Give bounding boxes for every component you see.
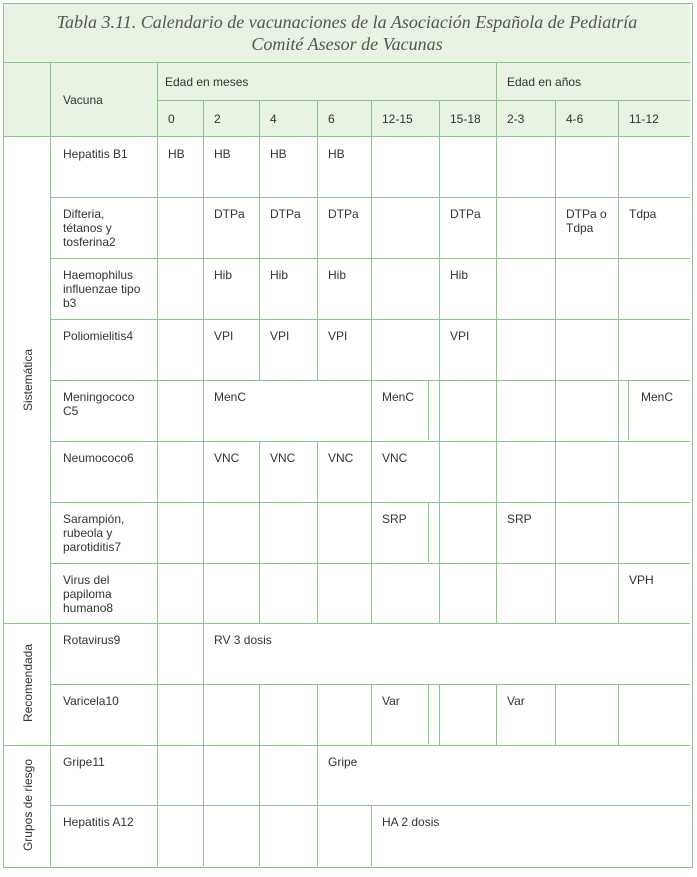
cell-divider — [555, 258, 556, 319]
months-group-header: Edad en meses — [165, 75, 249, 89]
cell-divider — [496, 197, 497, 258]
cell-divider — [555, 197, 556, 258]
cell-divider — [496, 563, 497, 623]
schedule-cell: MenC — [214, 390, 247, 404]
age-header-divider — [618, 100, 619, 136]
row-divider — [50, 319, 690, 320]
cell-divider — [203, 502, 204, 563]
row-divider — [50, 380, 690, 381]
cell-divider — [618, 258, 619, 319]
cell-divider — [496, 502, 497, 563]
cell-divider — [555, 137, 556, 197]
cell-divider — [439, 563, 440, 623]
schedule-cell: VPH — [629, 573, 654, 587]
schedule-cell: HA 2 dosis — [382, 815, 440, 829]
cell-divider — [555, 502, 556, 563]
schedule-cell: HB — [168, 147, 185, 161]
cell-divider — [203, 441, 204, 502]
row-divider — [50, 563, 690, 564]
cell-divider — [317, 441, 318, 502]
cell-divider — [317, 805, 318, 866]
vaccine-name: Hepatitis A12 — [63, 815, 134, 829]
cell-divider — [259, 502, 260, 563]
cell-divider — [496, 319, 497, 380]
cell-divider — [317, 319, 318, 380]
vaccine-column-header: Vacuna — [63, 93, 103, 107]
cell-divider — [439, 502, 440, 563]
schedule-cell: MenC — [641, 390, 674, 404]
cell-divider — [259, 258, 260, 319]
cell-divider — [203, 137, 204, 197]
schedule-cell: Hib — [270, 268, 289, 282]
schedule-cell: VNC — [382, 451, 408, 465]
vaccine-name: Varicela10 — [63, 694, 119, 708]
schedule-cell: Var — [507, 694, 525, 708]
vaccine-name: Gripe11 — [63, 755, 105, 769]
row-divider — [50, 502, 690, 503]
cell-divider — [555, 380, 556, 441]
age-header-divider — [203, 100, 204, 136]
cell-divider — [203, 684, 204, 745]
age-header-divider — [259, 100, 260, 136]
cell-divider — [496, 137, 497, 197]
cell-divider — [618, 684, 619, 745]
vaccine-name: Meningococo C5 — [63, 390, 135, 418]
schedule-cell: VNC — [270, 451, 296, 465]
cell-divider — [203, 380, 204, 441]
schedule-cell: Var — [382, 694, 400, 708]
cell-divider — [317, 258, 318, 319]
inner-rule — [428, 503, 429, 562]
cell-divider — [439, 197, 440, 258]
cell-divider — [555, 563, 556, 623]
row-divider — [50, 197, 690, 198]
group-label-sistematica: Sistemática — [21, 348, 35, 412]
cell-divider — [496, 380, 497, 441]
schedule-cell: DTPa o Tdpa — [566, 207, 607, 235]
cell-divider — [371, 197, 372, 258]
schedule-cell: HB — [214, 147, 231, 161]
cell-divider — [439, 684, 440, 745]
cell-divider — [555, 684, 556, 745]
row-divider — [4, 745, 690, 746]
vaccine-name: Rotavirus9 — [63, 633, 121, 647]
cell-divider — [496, 441, 497, 502]
cell-divider — [317, 745, 318, 805]
years-group-header: Edad en años — [507, 75, 582, 89]
cell-divider — [496, 684, 497, 745]
header-bottom-line — [4, 136, 690, 137]
age-header-divider — [496, 100, 497, 136]
vaccine-name: Neumococo6 — [63, 451, 134, 465]
age-header-4: 4 — [270, 112, 277, 126]
cell-divider — [371, 258, 372, 319]
cell-divider — [555, 441, 556, 502]
schedule-cell: DTPa — [214, 207, 245, 221]
cell-divider — [259, 137, 260, 197]
age-header-2-3: 2-3 — [507, 112, 525, 126]
schedule-cell: VPI — [214, 329, 234, 343]
inner-rule — [628, 381, 629, 440]
age-header-0: 0 — [168, 112, 175, 126]
vaccine-name: Poliomielitis4 — [63, 329, 134, 343]
cell-divider — [371, 380, 372, 441]
cell-divider — [555, 319, 556, 380]
cell-divider — [371, 684, 372, 745]
schedule-cell: VNC — [328, 451, 354, 465]
schedule-cell: HB — [328, 147, 345, 161]
schedule-cell: DTPa — [328, 207, 359, 221]
age-header-11-12: 11-12 — [629, 112, 659, 126]
group-label-recomendada: Recomendada — [21, 643, 35, 723]
schedule-cell: MenC — [382, 390, 415, 404]
cell-divider — [203, 197, 204, 258]
schedule-cell: VNC — [214, 451, 240, 465]
vaccine-name: Haemophilus influenzae tipo b3 — [63, 268, 141, 310]
cell-divider — [317, 502, 318, 563]
cell-divider — [496, 258, 497, 319]
cell-divider — [317, 197, 318, 258]
age-header-divider — [371, 100, 372, 136]
age-header-divider — [439, 100, 440, 136]
cell-divider — [259, 441, 260, 502]
cell-divider — [439, 380, 440, 441]
vaccine-name: Hepatitis B1 — [63, 147, 128, 161]
cell-divider — [618, 441, 619, 502]
schedule-cell: Hib — [328, 268, 347, 282]
cell-divider — [259, 805, 260, 866]
cell-divider — [259, 563, 260, 623]
cell-divider — [259, 684, 260, 745]
cell-divider — [618, 563, 619, 623]
inner-rule — [428, 685, 429, 744]
schedule-cell: Hib — [450, 268, 469, 282]
cell-divider — [259, 197, 260, 258]
cell-divider — [203, 319, 204, 380]
age-header-2: 2 — [214, 112, 221, 126]
cell-divider — [317, 684, 318, 745]
schedule-cell: SRP — [382, 512, 407, 526]
cell-divider — [259, 319, 260, 380]
cell-divider — [439, 441, 440, 502]
cell-divider — [371, 502, 372, 563]
vaccine-name: Sarampión, rubeola y parotiditis7 — [63, 512, 125, 554]
inner-rule — [428, 381, 429, 440]
schedule-cell: DTPa — [270, 207, 301, 221]
group-label-grupos-riesgo: Grupos de riesgo — [21, 758, 35, 852]
cell-divider — [439, 319, 440, 380]
age-header-12-15: 12-15 — [382, 112, 413, 126]
schedule-cell: VPI — [328, 329, 348, 343]
cell-divider — [203, 745, 204, 805]
row-divider — [50, 805, 690, 806]
cell-divider — [371, 805, 372, 866]
age-header-divider — [317, 100, 318, 136]
caption-line-2: Comité Asesor de Vacunas — [251, 34, 443, 54]
age-header-divider — [555, 100, 556, 136]
schedule-cell: RV 3 dosis — [214, 633, 272, 647]
cell-divider — [371, 441, 372, 502]
vaccine-name: Difteria, tétanos y tosferina2 — [63, 207, 116, 249]
cell-divider — [203, 563, 204, 623]
caption-line-1: Tabla 3.11. Calendario de vacunaciones de la Asociación Española de Pediatría — [56, 12, 638, 32]
cell-divider — [203, 623, 204, 684]
row-divider — [50, 258, 690, 259]
cell-divider — [618, 137, 619, 197]
cell-divider — [371, 137, 372, 197]
cell-divider — [203, 258, 204, 319]
row-divider — [4, 623, 690, 624]
schedule-cell: SRP — [507, 512, 532, 526]
table-caption — [4, 4, 690, 63]
cell-divider — [618, 380, 619, 441]
row-divider — [50, 684, 690, 685]
age-header-4-6: 4-6 — [566, 112, 584, 126]
schedule-cell: HB — [270, 147, 287, 161]
vaccine-name: Virus del papiloma humano8 — [63, 573, 114, 615]
cell-divider — [618, 502, 619, 563]
header-group-divider — [157, 100, 690, 101]
cell-divider — [317, 563, 318, 623]
age-header-6: 6 — [328, 112, 335, 126]
schedule-cell: VPI — [270, 329, 290, 343]
schedule-cell: VPI — [450, 329, 470, 343]
cell-divider — [439, 137, 440, 197]
row-divider — [50, 441, 690, 442]
schedule-cell: Gripe — [328, 755, 358, 769]
cell-divider — [371, 319, 372, 380]
schedule-cell: Hib — [214, 268, 233, 282]
schedule-cell: DTPa — [450, 207, 481, 221]
cell-divider — [259, 745, 260, 805]
cell-divider — [371, 563, 372, 623]
cell-divider — [203, 805, 204, 866]
cell-divider — [317, 137, 318, 197]
cell-divider — [618, 319, 619, 380]
schedule-cell: Tdpa — [629, 207, 657, 221]
age-header-15-18: 15-18 — [450, 112, 481, 126]
cell-divider — [439, 258, 440, 319]
